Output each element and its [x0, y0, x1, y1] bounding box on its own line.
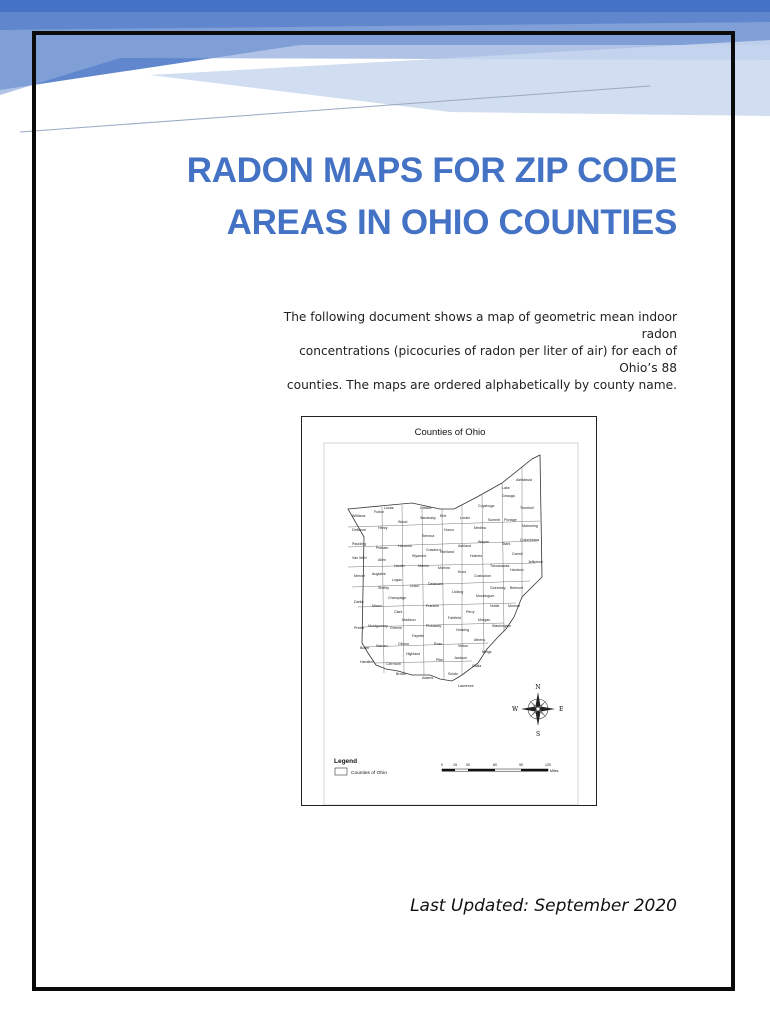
- scale-tick: 15: [453, 763, 457, 767]
- legend-swatch: [335, 768, 347, 775]
- county-label: Brown: [396, 672, 407, 676]
- county-label: Sandusky: [420, 516, 436, 520]
- county-label: Jackson: [454, 656, 468, 660]
- county-label: Ashtabula: [516, 478, 532, 482]
- last-updated: Last Updated: September 2020: [410, 896, 677, 916]
- county-label: Fulton: [374, 510, 384, 514]
- county-label: Champaign: [388, 596, 407, 600]
- compass-w: W: [512, 706, 519, 713]
- county-label: Summit: [488, 518, 501, 522]
- county-label: Fairfield: [448, 616, 461, 620]
- county-label: Putnam: [376, 546, 389, 550]
- county-label: Carroll: [512, 552, 523, 556]
- county-label: Shelby: [378, 586, 389, 590]
- county-label: Miami: [372, 604, 382, 608]
- title-line-2: AREAS IN OHIO COUNTIES: [226, 203, 677, 242]
- document-title: [117, 145, 677, 249]
- county-label: Harrison: [510, 568, 524, 572]
- intro-line-3: counties. The maps are ordered alphabetically by county name.: [286, 378, 677, 392]
- county-label: Cuyahoga: [478, 504, 495, 508]
- ohio-county-map: [301, 416, 597, 806]
- compass-n: N: [535, 684, 541, 691]
- county-label: Auglaize: [372, 572, 386, 576]
- county-label: Meigs: [482, 650, 492, 654]
- county-label: Columbiana: [520, 538, 540, 542]
- map-title: Counties of Ohio: [414, 427, 486, 438]
- county-label: Henry: [378, 526, 388, 530]
- scale-unit: Miles: [550, 769, 559, 773]
- county-label: Defiance: [352, 528, 367, 532]
- scale-tick: 90: [519, 763, 523, 767]
- county-label: Ashland: [458, 544, 471, 548]
- county-label: Portage: [504, 518, 517, 522]
- county-label: Lake: [502, 486, 510, 490]
- county-label: Wood: [398, 520, 408, 524]
- county-label: Ottawa: [420, 506, 432, 510]
- county-label: Madison: [402, 618, 416, 622]
- county-label: Licking: [452, 590, 464, 594]
- scale-tick: 120: [545, 763, 551, 767]
- county-label: Trumbull: [520, 506, 534, 510]
- legend-title: Legend: [334, 758, 358, 765]
- map-canvas: [302, 417, 596, 805]
- county-label: Noble: [490, 604, 500, 608]
- county-label: Mercer: [354, 574, 366, 578]
- county-label: Washington: [492, 624, 511, 628]
- county-label: Hancock: [398, 544, 412, 548]
- county-label: Franklin: [426, 604, 439, 608]
- county-label: Morgan: [478, 618, 491, 622]
- county-label: Belmont: [510, 586, 524, 590]
- county-label: Warren: [376, 644, 388, 648]
- county-label: Clinton: [398, 642, 410, 646]
- county-label: Vinton: [458, 644, 469, 648]
- legend-item: Counties of Ohio: [351, 771, 387, 776]
- title-line-1: RADON MAPS FOR ZIP CODE: [186, 151, 677, 190]
- county-label: Tuscarawas: [490, 564, 510, 568]
- county-label: Williams: [352, 514, 366, 518]
- county-label: Richland: [440, 550, 454, 554]
- county-label: Hardin: [394, 564, 405, 568]
- county-label: Marion: [418, 564, 429, 568]
- compass-s: S: [535, 731, 541, 738]
- compass-rose: [512, 684, 563, 738]
- county-label: Montgomery: [368, 624, 388, 628]
- county-label: Wyandot: [412, 554, 427, 558]
- county-label: Scioto: [448, 672, 458, 676]
- county-label: Preble: [354, 626, 365, 630]
- county-label: Monroe: [508, 604, 521, 608]
- county-label: Logan: [392, 578, 402, 582]
- county-label: Greene: [390, 626, 402, 630]
- county-label: Pike: [436, 658, 443, 662]
- county-label: Highland: [406, 652, 421, 656]
- county-label: Allen: [378, 558, 386, 562]
- county-label: Jefferson: [528, 560, 543, 564]
- scale-tick: 30: [466, 763, 470, 767]
- county-label: Medina: [474, 526, 486, 530]
- county-label: Geauga: [502, 494, 515, 498]
- county-label: Clermont: [386, 662, 401, 666]
- county-label: Hocking: [456, 628, 469, 632]
- county-label: Delaware: [428, 582, 444, 586]
- county-label: Knox: [458, 570, 467, 574]
- scale-tick: 60: [493, 763, 497, 767]
- county-label: Paulding: [352, 542, 366, 546]
- county-label: Hamilton: [360, 660, 375, 664]
- county-label: Stark: [502, 542, 511, 546]
- county-label: Butler: [360, 646, 370, 650]
- county-label: Lucas: [384, 506, 394, 510]
- county-label: Lawrence: [458, 684, 474, 688]
- scale-bar: [441, 763, 559, 773]
- county-label: Holmes: [470, 554, 483, 558]
- county-label: Wayne: [478, 540, 490, 544]
- intro-paragraph: [257, 309, 677, 394]
- county-label: Adams: [422, 676, 434, 680]
- county-label: Guernsey: [490, 586, 506, 590]
- scale-tick: 0: [441, 763, 443, 767]
- county-label: Clark: [394, 610, 403, 614]
- county-label: Ross: [434, 642, 443, 646]
- banner-band-top: [0, 0, 770, 12]
- county-label: Huron: [444, 528, 454, 532]
- county-label: Coshocton: [474, 574, 492, 578]
- county-label: Lorain: [460, 516, 470, 520]
- compass-e: E: [559, 706, 564, 713]
- county-label: Perry: [466, 610, 475, 614]
- county-label: Muskingum: [476, 594, 495, 598]
- county-label: Athens: [474, 638, 486, 642]
- intro-line-1: The following document shows a map of geometric mean indoor radon: [283, 310, 677, 341]
- county-label: Crawford: [426, 548, 441, 552]
- county-label: Erie: [440, 514, 447, 518]
- county-label: Mahoning: [522, 524, 538, 528]
- county-label: Seneca: [422, 534, 435, 538]
- county-label: Darke: [354, 600, 364, 604]
- county-label: Gallia: [472, 664, 482, 668]
- county-label: Pickaway: [426, 624, 442, 628]
- county-label: Union: [410, 584, 420, 588]
- county-label: Morrow: [438, 566, 450, 570]
- county-label: Fayette: [412, 634, 424, 638]
- intro-line-2: concentrations (picocuries of radon per liter of air) for each of Ohio’s 88: [299, 344, 677, 375]
- county-label: Van Wert: [352, 556, 367, 560]
